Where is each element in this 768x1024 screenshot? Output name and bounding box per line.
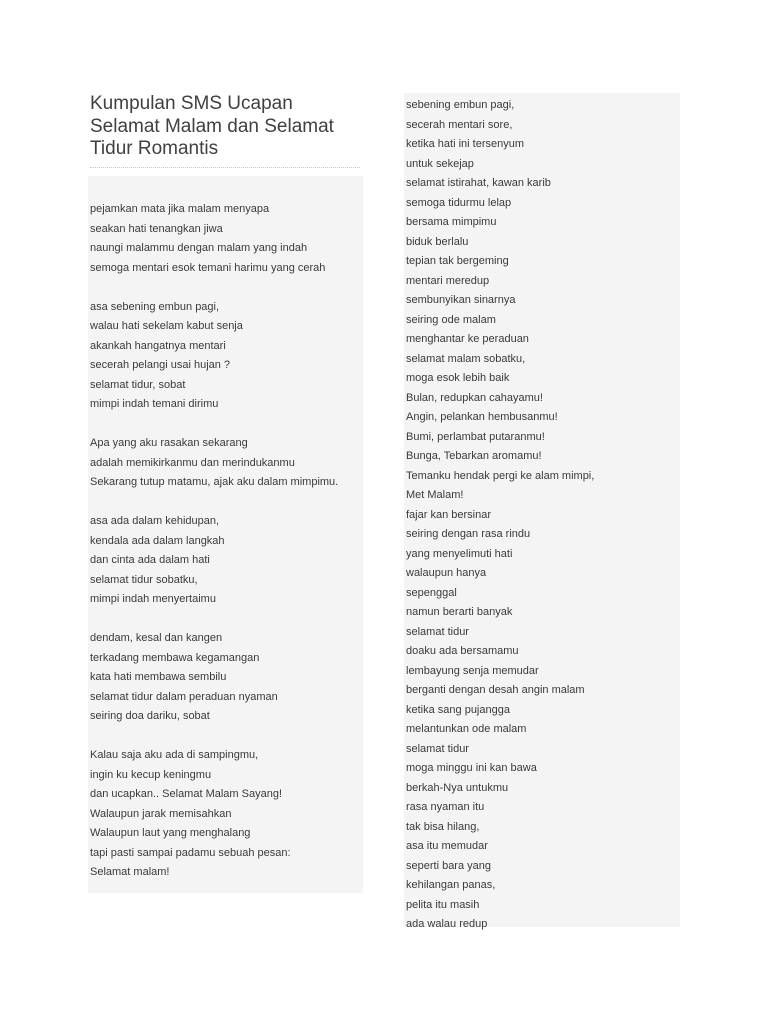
poem-line: dan cinta ada dalam hati <box>90 554 210 566</box>
poem-line: mimpi indah temani dirimu <box>90 398 219 410</box>
poem-line: biduk berlalu <box>406 235 469 248</box>
poem-line: kendala ada dalam langkah <box>90 534 225 547</box>
poem-line: selamat tidur dalam peraduan nyaman <box>90 690 278 703</box>
poem-line: terkadang membawa kegamangan <box>90 651 260 664</box>
poem-line: kehilangan panas, <box>406 879 496 891</box>
poem-line: ada walau redup <box>406 918 488 930</box>
poem-line: asa sebening embun pagi, <box>90 300 220 313</box>
poem-line: Kalau saja aku ada di sampingmu, <box>90 749 259 761</box>
poem-line: sebening embun pagi, <box>406 99 515 111</box>
poem-stanza <box>90 298 363 415</box>
poem-line: melantunkan ode malam <box>406 723 527 735</box>
poem-line: walau hati sekelam kabut senja <box>90 320 243 332</box>
poem-line: walaupun hanya <box>406 567 487 579</box>
poem-line: Temanku hendak pergi ke alam mimpi, <box>406 469 595 482</box>
poem-line: Selamat malam! <box>90 866 170 878</box>
poem-line: menghantar ke peraduan <box>406 333 529 345</box>
poem-line: tapi pasti sampai padamu sebuah pesan: <box>90 846 291 859</box>
poem-line: pejamkan mata jika malam menyapa <box>90 203 270 215</box>
poem-line: doaku ada bersamamu <box>406 645 519 657</box>
poem-line: akankah hangatnya mentari <box>90 339 226 352</box>
poem-line: ketika sang pujangga <box>406 703 510 716</box>
poem-line: seiring doa dariku, sobat <box>90 710 210 722</box>
poem-line: yang menyelimuti hati <box>406 547 513 560</box>
poem-line: untuk sekejap <box>406 157 474 170</box>
poem-line: sepenggal <box>406 586 457 599</box>
poem-stanza <box>90 512 363 610</box>
poem-line: moga minggu ini kan bawa <box>406 762 537 774</box>
poem-line: Bulan, redupkan cahayamu! <box>406 391 543 404</box>
poem-panel-left <box>88 176 363 893</box>
poem-line: Bunga, Tebarkan aromamu! <box>406 450 542 462</box>
poem-line: asa ada dalam kehidupan, <box>90 515 220 527</box>
poem-line: selamat malam sobatku, <box>406 352 526 365</box>
poem-line: tepian tak bergeming <box>406 255 509 267</box>
poem-line: ketika hati ini tersenyum <box>406 138 524 150</box>
poem-line: rasa nyaman itu <box>406 801 485 813</box>
poem-line: mimpi indah menyertaimu <box>90 593 216 605</box>
poem-line: semoga tidurmu lelap <box>406 196 512 209</box>
poem-line: seakan hati tenangkan jiwa <box>90 222 223 235</box>
poem-line: Bumi, perlambat putaranmu! <box>406 430 545 443</box>
poem-line: Angin, pelankan hembusanmu! <box>406 411 558 423</box>
poem-line: Walaupun laut yang menghalang <box>90 827 251 839</box>
poem-line: sembunyikan sinarnya <box>406 294 516 306</box>
poem-line: selamat tidur sobatku, <box>90 573 198 586</box>
poem-stanza <box>90 746 363 883</box>
poem-line: selamat istirahat, kawan karib <box>406 177 551 189</box>
poem-line: ingin ku kecup keningmu <box>90 768 212 781</box>
poem-line: berganti dengan desah angin malam <box>406 684 585 696</box>
poem-line: asa itu memudar <box>406 840 488 852</box>
poem-line: seiring dengan rasa rindu <box>406 528 531 540</box>
poem-line: secerah mentari sore, <box>406 118 513 131</box>
poem-line: naungi malammu dengan malam yang indah <box>90 242 308 254</box>
poem-line: mentari meredup <box>406 274 490 287</box>
poem-line: dan ucapkan.. Selamat Malam Sayang! <box>90 788 283 800</box>
poem-line: Sekarang tutup matamu, ajak aku dalam mimpimu. <box>90 476 339 488</box>
poem-line: berkah-Nya untukmu <box>406 781 509 794</box>
poem-stanza <box>90 434 363 493</box>
poem-line: selamat tidur, sobat <box>90 378 186 391</box>
poem-line: seperti bara yang <box>406 859 491 872</box>
poem-line: pelita itu masih <box>406 898 480 911</box>
poem-line: selamat tidur <box>406 625 469 638</box>
poem-line: namun berarti banyak <box>406 606 513 618</box>
page-title: Kumpulan SMS Ucapan Selamat Malam dan Selamat Tidur Romantis <box>90 93 360 168</box>
poem-line: semoga mentari esok temani harimu yang cerah <box>90 261 326 274</box>
poem-line: moga esok lebih baik <box>406 372 510 384</box>
poem-line: dendam, kesal dan kangen <box>90 632 223 644</box>
poem-line: Walaupun jarak memisahkan <box>90 807 232 820</box>
poem-panel-right <box>404 93 680 930</box>
poem-stanza <box>90 629 363 727</box>
poem-line: tak bisa hilang, <box>406 820 480 833</box>
poem-stanza <box>90 200 363 278</box>
poem-line: selamat tidur <box>406 742 469 755</box>
poem-line: fajar kan bersinar <box>406 508 491 521</box>
poem-line: seiring ode malam <box>406 313 496 326</box>
poem-line: bersama mimpimu <box>406 216 497 228</box>
poem-line: kata hati membawa sembilu <box>90 671 227 683</box>
poem-line: adalah memikirkanmu dan merindukanmu <box>90 456 295 469</box>
poem-line: secerah pelangi usai hujan ? <box>90 359 231 371</box>
poem-line: Met Malam! <box>406 489 464 501</box>
poem-line: Apa yang aku rasakan sekarang <box>90 437 248 449</box>
poem-line: lembayung senja memudar <box>406 664 539 677</box>
